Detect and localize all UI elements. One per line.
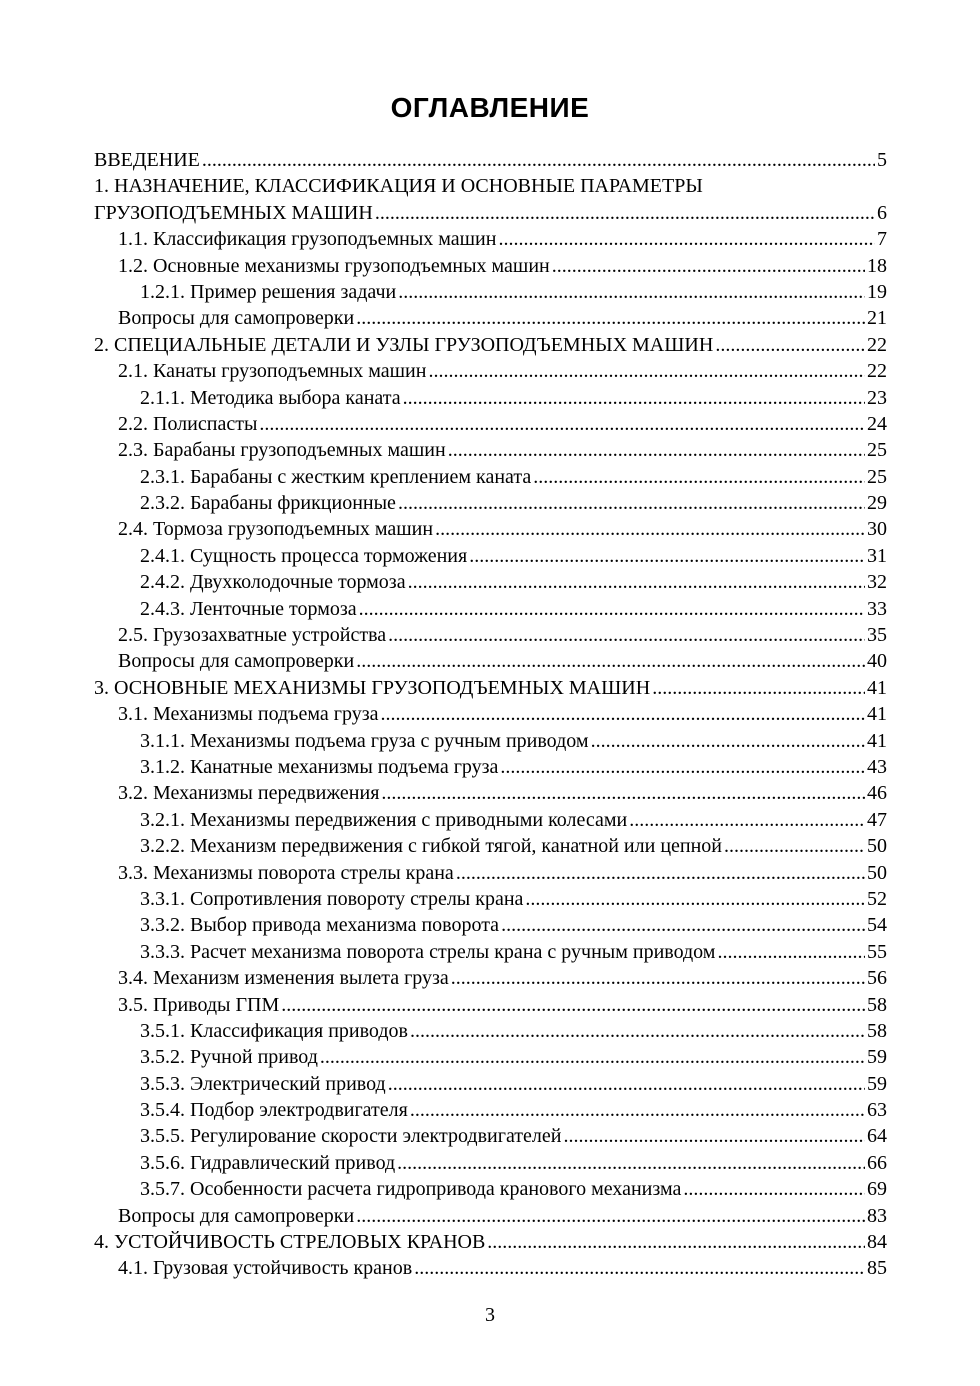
toc-entry[interactable]: [94, 833, 887, 859]
toc-entry-label: 3.1.1. Механизмы подъема груза с ручным приводом: [140, 729, 589, 752]
toc-entry-page: 22: [867, 360, 887, 383]
toc-entry[interactable]: [94, 965, 887, 991]
dot-leader: [469, 543, 865, 569]
toc-entry[interactable]: [94, 1123, 887, 1149]
dot-leader: [717, 939, 865, 965]
toc-entry[interactable]: [94, 279, 887, 305]
toc-entry-label: 3.3.2. Выбор привода механизма поворота: [140, 914, 500, 937]
page-title: ОГЛАВЛЕНИЕ: [390, 92, 590, 123]
toc-entry[interactable]: [94, 1176, 887, 1202]
dot-leader: [281, 992, 865, 1018]
toc-entry[interactable]: [94, 939, 887, 965]
dot-leader: [398, 490, 865, 516]
toc-entry-label: 4. УСТОЙЧИВОСТЬ СТРЕЛОВЫХ КРАНОВ: [94, 1231, 486, 1254]
dot-leader: [356, 1203, 865, 1229]
dot-leader: [398, 279, 865, 305]
toc-entry-page: 6: [877, 201, 887, 224]
toc-entry-label: 4.1. Грузовая устойчивость кранов: [118, 1257, 413, 1280]
toc-entry-page: 50: [867, 861, 887, 884]
toc-entry[interactable]: [94, 912, 887, 938]
dot-leader: [448, 437, 865, 463]
toc-entry-label: 3.5. Приводы ГПМ: [118, 993, 280, 1016]
toc-entry[interactable]: [94, 780, 887, 806]
toc-entry[interactable]: [94, 1150, 887, 1176]
dot-leader: [403, 385, 865, 411]
toc-entry-page: 40: [867, 650, 887, 673]
toc-entry-page: 30: [867, 518, 887, 541]
dot-leader: [715, 332, 865, 358]
toc-entry-label: 3.5.3. Электрический привод: [140, 1072, 386, 1095]
toc-entry-label: 3.4. Механизм изменения вылета груза: [118, 967, 449, 990]
toc-entry-label-line1: 1. НАЗНАЧЕНИЕ, КЛАССИФИКАЦИЯ И ОСНОВНЫЕ ПАРАМЕТРЫ: [94, 175, 703, 198]
dot-leader: [259, 411, 865, 437]
toc-entry-page: 22: [867, 333, 887, 356]
toc-entry-label: 3.5.4. Подбор электродвигателя: [140, 1099, 408, 1122]
toc-entry-page: 43: [867, 755, 887, 778]
toc-entry-label: 1.2.1. Пример решения задачи: [140, 280, 397, 303]
toc-entry-label: 3.5.2. Ручной привод: [140, 1046, 318, 1069]
toc-entry-page: 24: [867, 412, 887, 435]
toc-entry[interactable]: [94, 1097, 887, 1123]
toc-entry[interactable]: [94, 886, 887, 912]
toc-entry-label: 2.5. Грузозахватные устройства: [118, 624, 387, 647]
toc-entry-label: 3.5.6. Гидравлический привод: [140, 1151, 396, 1174]
toc-entry[interactable]: [94, 675, 887, 701]
toc-entry[interactable]: [94, 226, 887, 252]
dot-leader: [451, 965, 865, 991]
dot-leader: [683, 1176, 865, 1202]
dot-leader: [428, 358, 865, 384]
dot-leader: [397, 1150, 865, 1176]
toc-entry-page: 59: [867, 1072, 887, 1095]
toc-entry-page: 23: [867, 386, 887, 409]
toc-entry-page: 83: [867, 1204, 887, 1227]
dot-leader: [408, 569, 865, 595]
dot-leader: [525, 886, 865, 912]
toc-entry-label: 2.2. Полиспасты: [118, 412, 258, 435]
toc-entry-page: 54: [867, 914, 887, 937]
toc-entry[interactable]: [94, 1044, 887, 1070]
toc-entry[interactable]: [94, 596, 887, 622]
dot-leader: [410, 1097, 865, 1123]
toc-entry-page: 41: [867, 703, 887, 726]
toc-entry-page: 35: [867, 624, 887, 647]
toc-entry-label: 3.3.1. Сопротивления повороту стрелы крана: [140, 887, 524, 910]
toc-entry-page: 7: [877, 228, 887, 251]
toc-entry-page: 52: [867, 887, 887, 910]
toc-entry-page: 19: [867, 280, 887, 303]
toc-entry-label: 2.3. Барабаны грузоподъемных машин: [118, 439, 446, 462]
toc-entry-label: 2.3.2. Барабаны фрикционные: [140, 492, 396, 515]
toc-entry[interactable]: [94, 860, 887, 886]
toc-entry[interactable]: [94, 1229, 887, 1255]
toc-entry-label: 2.4. Тормоза грузоподъемных машин: [118, 518, 434, 541]
toc-entry[interactable]: [94, 648, 887, 674]
dot-leader: [388, 622, 865, 648]
toc-entry-label: ВВЕДЕНИЕ: [94, 149, 200, 171]
dot-leader: [591, 728, 865, 754]
toc-entry[interactable]: [94, 992, 887, 1018]
dot-leader: [552, 253, 865, 279]
toc-entry-label: ГРУЗОПОДЪЕМНЫХ МАШИН: [94, 201, 373, 224]
toc-entry-page: 29: [867, 492, 887, 515]
toc-entry-page: 69: [867, 1178, 887, 1201]
toc-entry-page: 18: [867, 254, 887, 277]
toc-entry-label: 2.4.1. Сущность процесса торможения: [140, 544, 468, 567]
dot-leader: [435, 516, 865, 542]
toc-entry[interactable]: [94, 147, 887, 173]
dot-leader: [629, 807, 865, 833]
toc-entry-page: 33: [867, 597, 887, 620]
toc-entry-page: 63: [867, 1099, 887, 1122]
toc-entry-label: Вопросы для самопроверки: [118, 307, 355, 330]
toc-entry-page: 66: [867, 1151, 887, 1174]
toc-entry[interactable]: [94, 464, 887, 490]
toc-entry-page: 46: [867, 782, 887, 805]
dot-leader: [202, 147, 875, 173]
toc-entry-label: Вопросы для самопроверки: [118, 650, 355, 673]
toc-entry-page: 85: [867, 1257, 887, 1280]
toc-entry[interactable]: [94, 332, 887, 358]
toc-entry[interactable]: [94, 1203, 887, 1229]
dot-leader: [388, 1071, 865, 1097]
dot-leader: [414, 1255, 865, 1281]
page-number: 3: [485, 1304, 495, 1326]
toc-entry[interactable]: [94, 253, 887, 279]
dot-leader: [375, 200, 875, 226]
dot-leader: [563, 1123, 865, 1149]
toc-entry-label: 3.1. Механизмы подъема груза: [118, 703, 379, 726]
toc-entry-label: 3. ОСНОВНЫЕ МЕХАНИЗМЫ ГРУЗОПОДЪЕМНЫХ МАШИН: [94, 676, 651, 699]
toc-entry[interactable]: [94, 1255, 887, 1281]
toc-entry[interactable]: [94, 516, 887, 542]
toc-entry-label: 1.1. Классификация грузоподъемных машин: [118, 228, 497, 251]
toc-entry-label: 2. СПЕЦИАЛЬНЫЕ ДЕТАЛИ И УЗЛЫ ГРУЗОПОДЪЕМНЫХ МАШИН: [94, 333, 714, 356]
toc-entry[interactable]: [94, 305, 887, 331]
toc-entry-label: 3.2.1. Механизмы передвижения с приводными колесами: [140, 808, 628, 831]
toc-entry[interactable]: [94, 543, 887, 569]
toc-entry[interactable]: [94, 622, 887, 648]
dot-leader: [724, 833, 865, 859]
toc-entry-page: 84: [867, 1231, 887, 1254]
toc-entry-page: 56: [867, 967, 887, 990]
toc-entry-label: 3.5.7. Особенности расчета гидропривода кранового механизма: [140, 1178, 682, 1201]
toc-entry[interactable]: [94, 807, 887, 833]
toc-entry[interactable]: [94, 437, 887, 463]
toc-entry-page: 21: [867, 307, 887, 330]
toc-entry-label: 2.4.2. Двухколодочные тормоза: [140, 571, 406, 594]
toc-entry-label: 3.2.2. Механизм передвижения с гибкой тягой, канатной или цепной: [140, 835, 723, 858]
toc-entry[interactable]: [94, 728, 887, 754]
dot-leader: [356, 305, 865, 331]
toc-entry-label: 3.5.1. Классификация приводов: [140, 1019, 408, 1042]
toc-entry-page: 25: [867, 465, 887, 488]
toc-entry-page: 55: [867, 940, 887, 963]
toc-entry[interactable]: [94, 385, 887, 411]
dot-leader: [533, 464, 865, 490]
toc-entry-page: 25: [867, 439, 887, 462]
toc-entry-page: 32: [867, 571, 887, 594]
toc-entry[interactable]: [94, 411, 887, 437]
toc-entry[interactable]: [94, 701, 887, 727]
toc-entry-label: 1.2. Основные механизмы грузоподъемных машин: [118, 254, 550, 277]
toc-entry-label: 2.3.1. Барабаны с жестким креплением каната: [140, 465, 532, 488]
toc-entry-label: 2.1.1. Методика выбора каната: [140, 386, 401, 409]
dot-leader: [500, 754, 865, 780]
toc-entry-page: 47: [867, 808, 887, 831]
toc-entry[interactable]: [94, 358, 887, 384]
toc-entry-page: 41: [867, 676, 887, 699]
toc-entry[interactable]: [94, 490, 887, 516]
dot-leader: [381, 780, 865, 806]
dot-leader: [652, 675, 865, 701]
toc-entry-label: 2.1. Канаты грузоподъемных машин: [118, 360, 427, 383]
toc-entry[interactable]: [94, 173, 887, 226]
toc-entry-page: 58: [867, 1019, 887, 1042]
dot-leader: [410, 1018, 865, 1044]
toc-entry-page: 5: [877, 149, 887, 171]
dot-leader: [359, 596, 865, 622]
dot-leader: [456, 860, 865, 886]
dot-leader: [501, 912, 865, 938]
toc-entry[interactable]: [94, 754, 887, 780]
toc-entry-label: 3.3. Механизмы поворота стрелы крана: [118, 861, 454, 884]
toc-entry-page: 50: [867, 835, 887, 858]
toc-entry[interactable]: [94, 569, 887, 595]
dot-leader: [356, 648, 865, 674]
dot-leader: [320, 1044, 865, 1070]
toc-entry[interactable]: [94, 1018, 887, 1044]
toc-entry-label: Вопросы для самопроверки: [118, 1204, 355, 1227]
dot-leader: [487, 1229, 865, 1255]
table-of-contents: [94, 147, 887, 1282]
toc-entry[interactable]: [94, 1071, 887, 1097]
toc-entry-page: 64: [867, 1125, 887, 1148]
toc-entry-page: 59: [867, 1046, 887, 1069]
toc-entry-page: 58: [867, 993, 887, 1016]
toc-entry-label: 3.1.2. Канатные механизмы подъема груза: [140, 755, 499, 778]
toc-entry-page: 31: [867, 544, 887, 567]
dot-leader: [381, 701, 866, 727]
dot-leader: [498, 226, 875, 252]
toc-entry-label: 3.2. Механизмы передвижения: [118, 782, 380, 805]
toc-entry-page: 41: [867, 729, 887, 752]
toc-entry-label: 3.3.3. Расчет механизма поворота стрелы крана с ручным приводом: [140, 940, 716, 963]
toc-entry-label: 3.5.5. Регулирование скорости электродвигателей: [140, 1125, 562, 1148]
toc-entry-label: 2.4.3. Ленточные тормоза: [140, 597, 357, 620]
